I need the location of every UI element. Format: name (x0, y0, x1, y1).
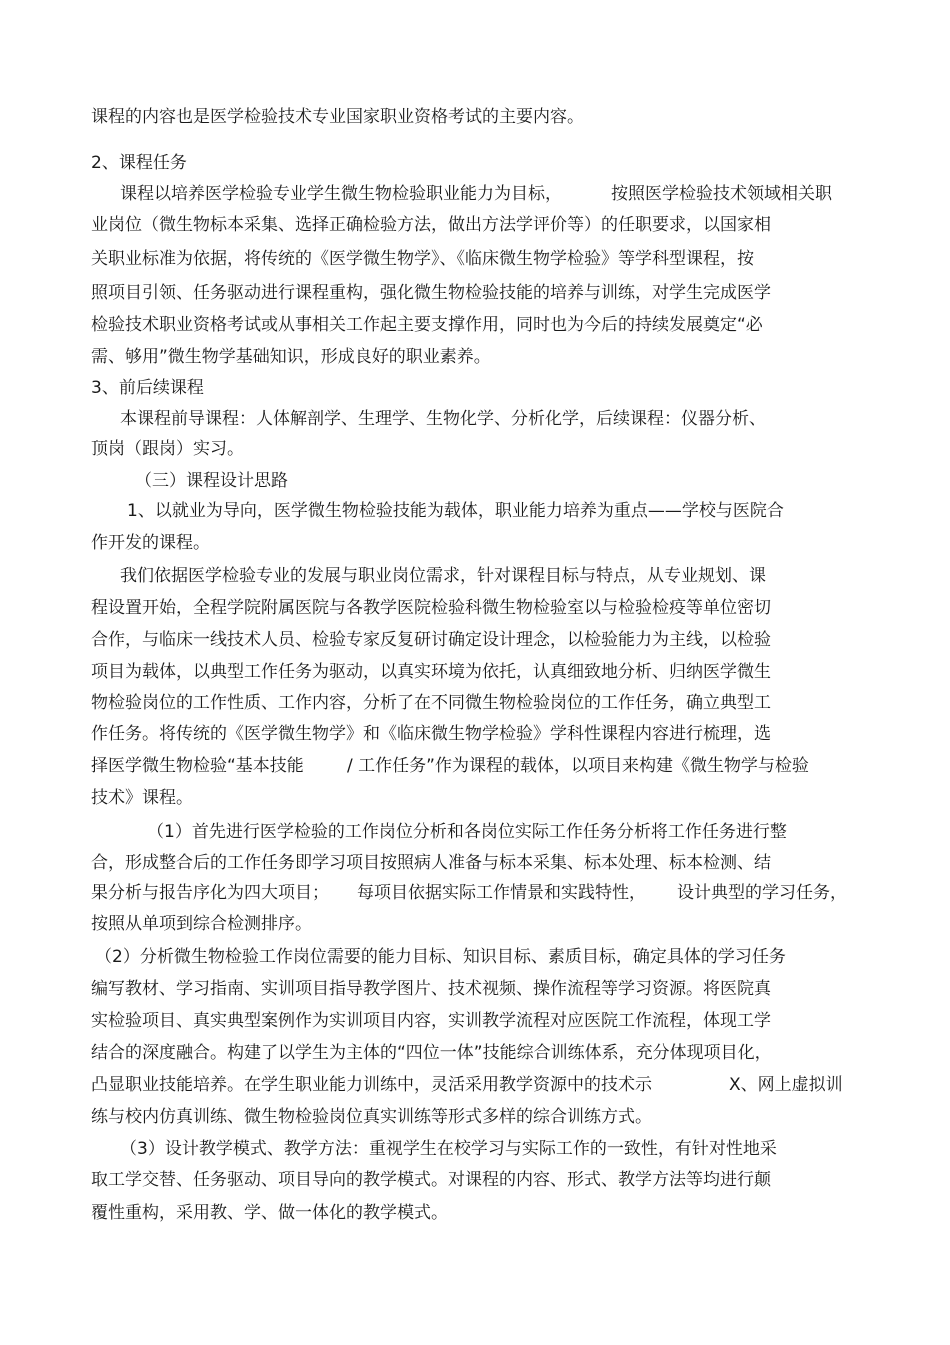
text-line: 作开发的课程。 (91, 533, 210, 553)
text-line: 检验技术职业资格考试或从事相关工作起主要支撑作用，同时也为今后的持续发展奠定“必 (91, 315, 763, 335)
text-line: 需、够用”微生物学基础知识，形成良好的职业素养。 (91, 347, 491, 367)
text-line: 1、以就业为导向，医学微生物检验技能为载体，职业能力培养为重点——学校与医院合 (127, 501, 784, 521)
text-line: 课程的内容也是医学检验技术专业国家职业资格考试的主要内容。 (91, 107, 584, 127)
text-line: 果分析与报告序化为四大项目； (91, 883, 329, 903)
text-line: 业岗位（微生物标本采集、选择正确检验方法，做出方法学评价等）的任职要求，以国家相 (91, 215, 771, 235)
text-line: 物检验岗位的工作性质、工作内容，分析了在不同微生物检验岗位的工作任务，确立典型工 (91, 693, 771, 713)
text-line: （3）设计教学模式、教学方法：重视学生在校学习与实际工作的一致性，有针对性地采 (120, 1139, 777, 1159)
text-line: X、网上虚拟训 (729, 1075, 843, 1095)
text-line: 我们依据医学检验专业的发展与职业岗位需求，针对课程目标与特点，从专业规划、课 (120, 566, 766, 586)
text-line: 编写教材、学习指南、实训项目指导教学图片、技术视频、操作流程等学习资源。将医院真 (91, 979, 771, 999)
text-line: 练与校内仿真训练、微生物检验岗位真实训练等形式多样的综合训练方式。 (91, 1107, 652, 1127)
text-line: 结合的深度融合。构建了以学生为主体的“四位一体”技能综合训练体系，充分体现项目化， (91, 1043, 772, 1063)
text-line: 作任务。将传统的《医学微生物学》和《临床微生物学检验》学科性课程内容进行梳理，选 (91, 724, 771, 744)
text-line: （2）分析微生物检验工作岗位需要的能力目标、知识目标、素质目标，确定具体的学习任务 (95, 947, 786, 967)
text-line: 择医学微生物检验“基本技能 (91, 756, 304, 776)
text-line: 技术》课程。 (91, 788, 193, 808)
text-line: 照项目引领、任务驱动进行课程重构，强化微生物检验技能的培养与训练，对学生完成医学 (91, 283, 771, 303)
section-heading: 2、课程任务 (91, 153, 187, 173)
section-heading: 3、前后续课程 (91, 378, 204, 398)
text-line: 每项目依据实际工作情景和实践特性， (357, 883, 646, 903)
text-line: 按照医学检验技术领域相关职 (611, 184, 832, 204)
text-line: 合，形成整合后的工作任务即学习项目按照病人准备与标本采集、标本处理、标本检测、结 (91, 853, 771, 873)
text-line: 课程以培养医学检验专业学生微生物检验职业能力为目标， (120, 184, 562, 204)
text-line: 合作，与临床一线技术人员、检验专家反复研讨确定设计理念，以检验能力为主线，以检验 (91, 630, 771, 650)
text-line: 项目为载体，以典型工作任务为驱动，以真实环境为依托，认真细致地分析、归纳医学微生 (91, 662, 771, 682)
text-line: 覆性重构，采用教、学、做一体化的教学模式。 (91, 1203, 448, 1223)
text-line: 顶岗（跟岗）实习。 (91, 439, 244, 459)
text-line: 凸显职业技能培养。在学生职业能力训练中，灵活采用教学资源中的技术示 (91, 1075, 652, 1095)
text-line: 按照从单项到综合检测排序。 (91, 914, 312, 934)
text-line: 取工学交替、任务驱动、项目导向的教学模式。对课程的内容、形式、教学方法等均进行颠 (91, 1170, 771, 1190)
section-heading: （三）课程设计思路 (135, 471, 288, 491)
text-line: 程设置开始，全程学院附属医院与各教学医院检验科微生物检验室以与检验检疫等单位密切 (91, 598, 771, 618)
text-line: 设计典型的学习任务， (677, 883, 847, 903)
text-line: 本课程前导课程：人体解剖学、生理学、生物化学、分析化学，后续课程：仪器分析、 (120, 409, 766, 429)
text-line: （1）首先进行医学检验的工作岗位分析和各岗位实际工作任务分析将工作任务进行整 (147, 822, 787, 842)
text-line: 实检验项目、真实典型案例作为实训项目内容，实训教学流程对应医院工作流程，体现工学 (91, 1011, 771, 1031)
text-line: 关职业标准为依据，将传统的《医学微生物学》、《临床微生物学检验》等学科型课程，按 (91, 249, 754, 269)
text-line: / 工作任务”作为课程的载体，以项目来构建《微生物学与检验 (347, 756, 809, 776)
